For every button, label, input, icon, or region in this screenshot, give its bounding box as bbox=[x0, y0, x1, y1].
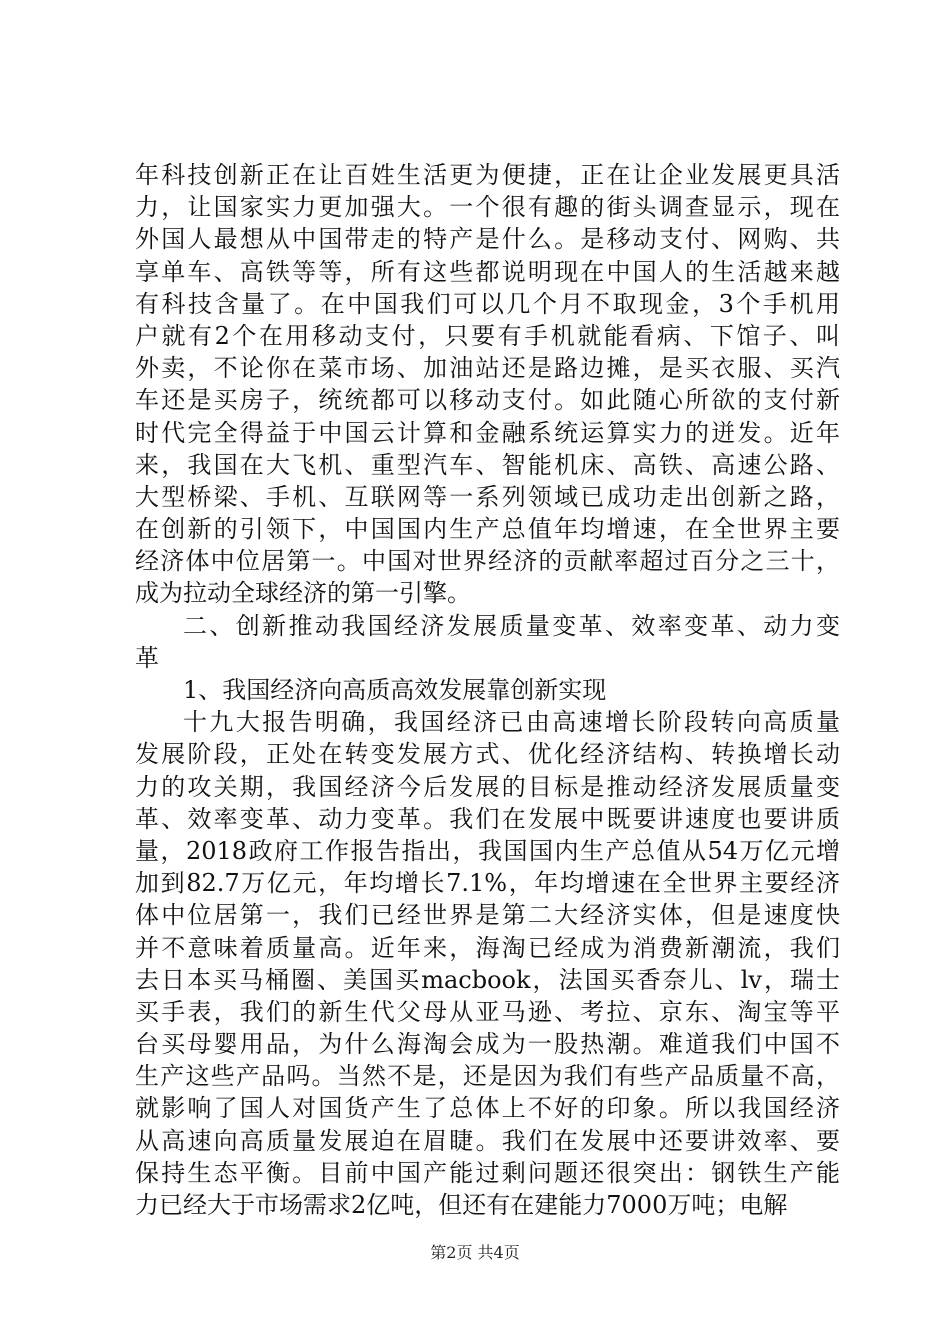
text-line: 车还是买房子，统统都可以移动支付。如此随心所欲的支付新 bbox=[135, 386, 840, 415]
text-line: 来，我国在大飞机、重型汽车、智能机床、高铁、高速公路、 bbox=[135, 450, 840, 479]
text-line: 加到82.7万亿元，年均增长7.1%，年均增速在全世界主要经济 bbox=[135, 869, 840, 898]
paragraph-p4 bbox=[135, 706, 840, 1221]
text-line: 体中位居第一，我们已经世界是第二大经济实体，但是速度快 bbox=[135, 901, 840, 930]
text-line: 买手表，我们的新生代父母从亚马逊、考拉、京东、淘宝等平 bbox=[135, 997, 840, 1026]
text-line: 从高速向高质量发展迫在眉睫。我们在发展中还要讲效率、要 bbox=[135, 1126, 840, 1155]
text-line: 并不意味着质量高。近年来，海淘已经成为消费新潮流，我们 bbox=[135, 933, 840, 962]
text-line: 外国人最想从中国带走的特产是什么。是移动支付、网购、共 bbox=[135, 225, 840, 254]
text-line: 有科技含量了。在中国我们可以几个月不取现金，3个手机用 bbox=[135, 289, 840, 318]
text-line: 经济体中位居第一。中国对世界经济的贡献率超过百分之三十， bbox=[135, 547, 840, 576]
text-line: 去日本买马桶圈、美国买macbook，法国买香奈儿、lv，瑞士 bbox=[135, 965, 840, 994]
text-line: 台买母婴用品，为什么海淘会成为一股热潮。难道我们中国不 bbox=[135, 1030, 840, 1059]
text-line: 年科技创新正在让百姓生活更为便捷，正在让企业发展更具活 bbox=[135, 161, 840, 189]
text-line: 大型桥梁、手机、互联网等一系列领域已成功走出创新之路， bbox=[135, 482, 840, 511]
text-line: 就影响了国人对国货产生了总体上不好的印象。所以我国经济 bbox=[135, 1094, 840, 1123]
text-line: 量，2018政府工作报告指出，我国国内生产总值从54万亿元增 bbox=[135, 836, 840, 865]
text-line: 生产这些产品吗。当然不是，还是因为我们有些产品质量不高， bbox=[135, 1062, 840, 1091]
text-line: 革 bbox=[135, 643, 159, 672]
text-line: 力已经大于市场需求2亿吨，但还有在建能力7000万吨；电解 bbox=[135, 1191, 788, 1219]
document-body bbox=[135, 159, 840, 1221]
paragraph-p2 bbox=[135, 610, 840, 674]
text-line: 享单车、高铁等等，所有这些都说明现在中国人的生活越来越 bbox=[135, 257, 840, 286]
page-footer bbox=[0, 1243, 950, 1263]
text-line: 户就有2个在用移动支付，只要有手机就能看病、下馆子、叫 bbox=[135, 321, 840, 350]
text-line: 二、创新推动我国经济发展质量变革、效率变革、动力变 bbox=[183, 611, 840, 640]
text-line: 时代完全得益于中国云计算和金融系统运算实力的迸发。近年 bbox=[135, 418, 840, 447]
text-line: 成为拉动全球经济的第一引擎。 bbox=[135, 579, 471, 608]
text-line: 革、效率变革、动力变革。我们在发展中既要讲速度也要讲质 bbox=[135, 804, 840, 833]
paragraph-p3 bbox=[135, 674, 840, 706]
text-line: 力的攻关期，我国经济今后发展的目标是推动经济发展质量变 bbox=[135, 772, 840, 801]
text-line: 在创新的引领下，中国国内生产总值年均增速，在全世界主要 bbox=[135, 515, 840, 544]
text-line: 1、我国经济向高质高效发展靠创新实现 bbox=[183, 676, 607, 704]
paragraph-p1 bbox=[135, 159, 840, 610]
text-line: 外卖，不论你在菜市场、加油站还是路边摊，是买衣服、买汽 bbox=[135, 354, 840, 383]
text-line: 保持生态平衡。目前中国产能过剩问题还很突出：钢铁生产能 bbox=[135, 1158, 840, 1187]
page-number: 第2页 共4页 bbox=[430, 1243, 520, 1262]
text-line: 力，让国家实力更加强大。一个很有趣的街头调查显示，现在 bbox=[135, 193, 840, 222]
text-line: 十九大报告明确，我国经济已由高速增长阶段转向高质量 bbox=[183, 708, 840, 737]
text-line: 发展阶段，正处在转变发展方式、优化经济结构、转换增长动 bbox=[135, 740, 840, 769]
